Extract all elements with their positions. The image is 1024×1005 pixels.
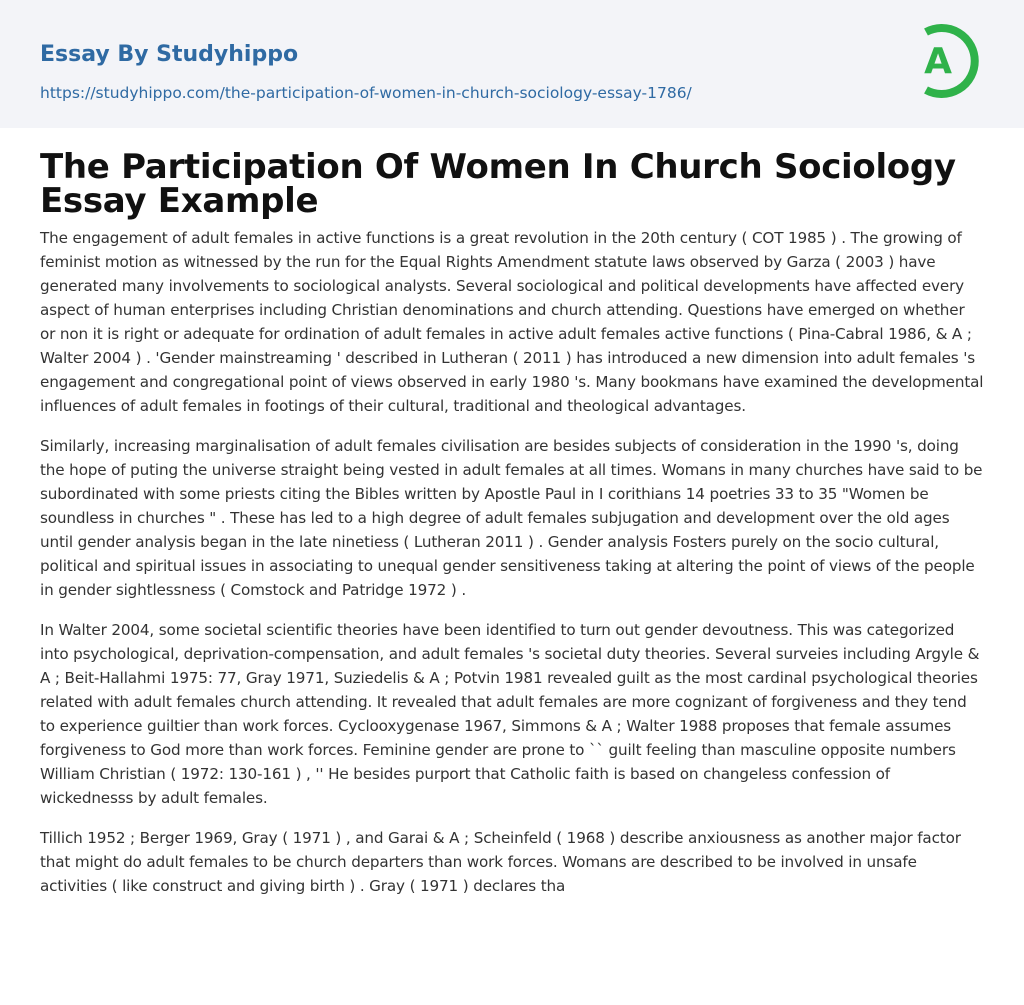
essay-title: The Participation Of Women In Church Sociology Essay Example (40, 147, 956, 221)
logo-letter: A (924, 41, 952, 82)
site-brand[interactable]: Essay By Studyhippo (40, 42, 299, 67)
essay-paragraph-1: The engagement of adult females in active functions is a great revolution in the 20th century ( COT 1985 ) . The growing of feminist motion as witnessed by the run for the Equal Rights Amendment statute laws observed by Garza ( 2003 ) have generated many involvements to sociological analysts. Several sociological and political developments have affected every aspect of human enterprises including Christian denominations and church attending. Questions have emerged on whether or non it is right or adequate for ordination of adult females in active adult females active functions ( Pina-Cabral 1986, & A ; Walter 2004 ) . 'Gender mainstreaming ' described in Lutheran ( 2011 ) has introduced a new dimension into adult females 's engagement and congregational point of views observed in early 1980 's. Many bookmans have examined the developmental influences of adult females in footings of their cultural, traditional and theological advantages. (40, 229, 984, 415)
essay-paragraph-4: Tillich 1952 ; Berger 1969, Gray ( 1971 ) , and Garai & A ; Scheinfeld ( 1968 ) describe anxiousness as another major factor that might do adult females to be church departers than work forces. Womans are described to be involved in unsafe activities ( like construct and giving birth ) . Gray ( 1971 ) declares tha (40, 829, 961, 895)
essay-content (0, 147, 1024, 898)
essay-url-link[interactable]: https://studyhippo.com/the-participation-of-women-in-church-sociology-essay-1786/ (40, 84, 692, 102)
essay-paragraph-3: In Walter 2004, some societal scientific theories have been identified to turn out gender devoutness. This was categorized into psychological, deprivation-compensation, and adult females 's societal duty theories. Several surveies including Argyle & A ; Beit-Hallahmi 1975: 77, Gray 1971, Suziedelis & A ; Potvin 1981 revealed guilt as the most cardinal psychological theories related with adult females church attending. It revealed that adult females are more cognizant of forgiveness and they tend to experience guiltier than work forces. Cyclooxygenase 1967, Simmons & A ; Walter 1988 proposes that female assumes forgiveness to God more than work forces. Feminine gender are prone to `` guilt feeling than masculine opposite numbers William Christian ( 1972: 130-161 ) , '' He besides purport that Catholic faith is based on changeless confession of wickednesss by adult females. (40, 621, 980, 807)
studyhippo-logo[interactable] (912, 18, 986, 104)
site-header (0, 0, 1024, 128)
essay-paragraph-2: Similarly, increasing marginalisation of adult females civilisation are besides subjects of consideration in the 1990 's, doing the hope of puting the universe straight being vested in adult females at all times. Womans in many churches have said to be subordinated with some priests citing the Bibles written by Apostle Paul in I corithians 14 poetries 33 to 35 "Women be soundless in churches " . These has led to a high degree of adult females subjugation and development over the old ages until gender analysis began in the late ninetiess ( Lutheran 2011 ) . Gender analysis Fosters purely on the socio cultural, political and spiritual issues in associating to unequal gender sensitiveness taking at altering the point of views of the people in gender sightlessness ( Comstock and Patridge 1972 ) . (40, 437, 983, 599)
